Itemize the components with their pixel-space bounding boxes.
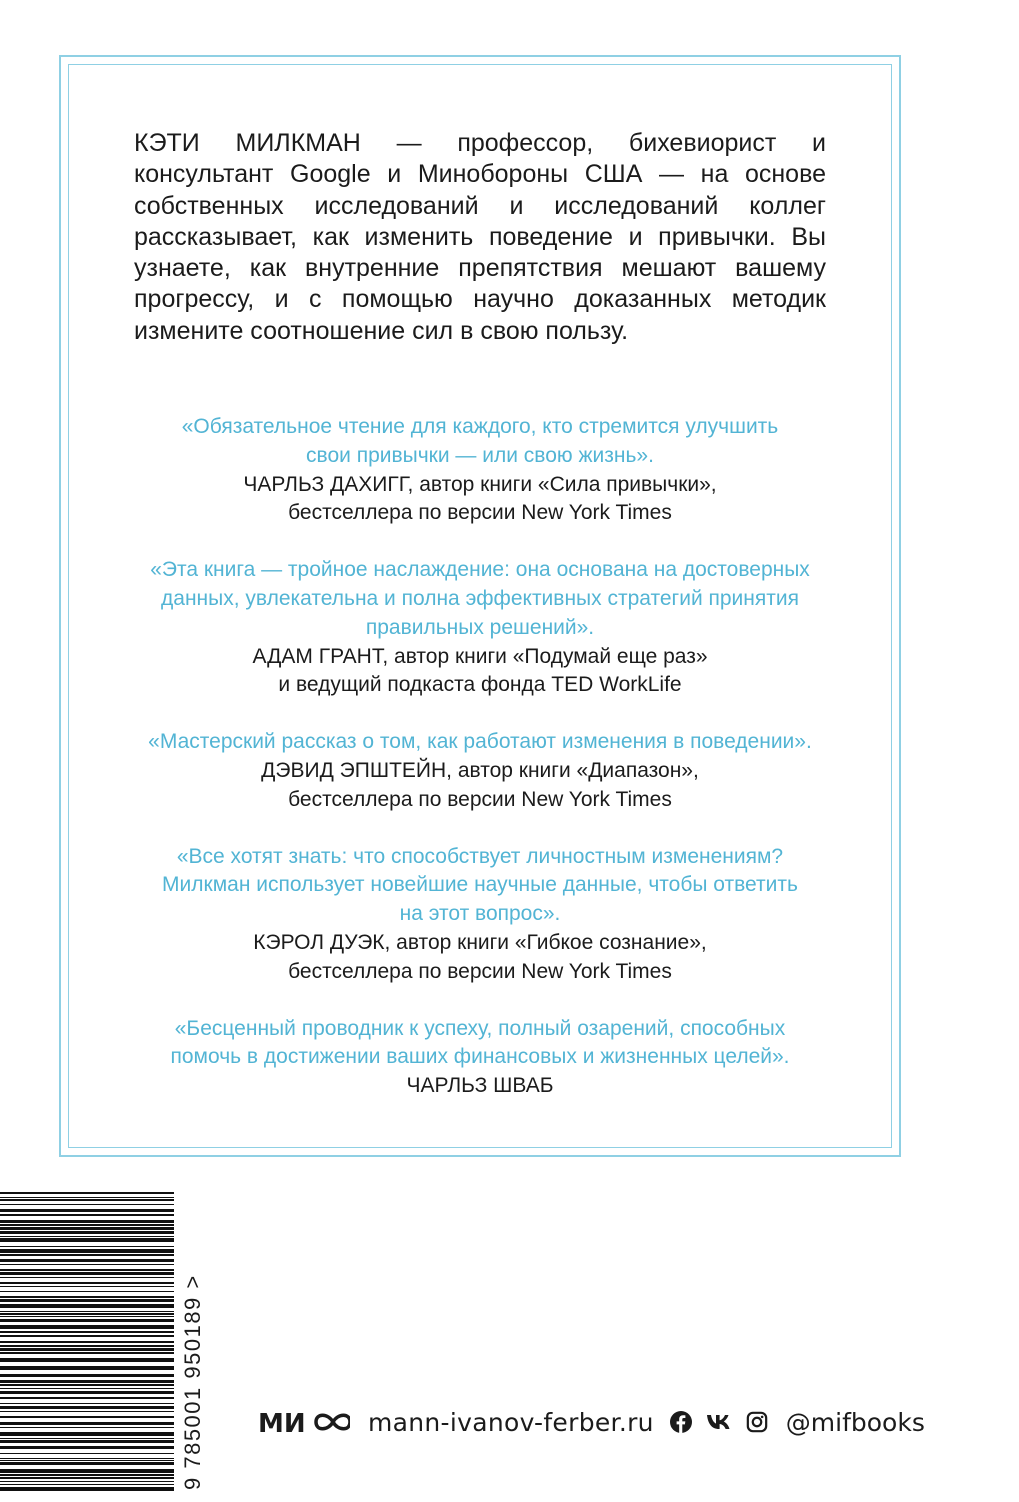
barcode-bar <box>0 1264 174 1265</box>
barcode-bar <box>0 1391 174 1394</box>
barcode-bar <box>0 1366 174 1370</box>
blurb-quote-line: «Бесценный проводник к успеху, полный озарений, способных <box>174 1016 786 1040</box>
barcode-bar <box>0 1440 174 1443</box>
barcode-bar <box>0 1411 174 1412</box>
barcode-bar <box>0 1269 174 1271</box>
barcode-bar <box>0 1259 174 1262</box>
barcode-bar <box>0 1384 174 1386</box>
isbn-number <box>176 1190 210 1490</box>
book-description: КЭТИ МИЛКМАН — профессор, бихевиорист и консультант Google и Минобороны США — на основе собственных исследований и исследований коллег рассказывает, как изменить поведение и привычки. Вы узнаете, как внутренние препятствия мешают вашему прогрессу, и с помощью научно доказанных методик измените соотношение сил в свою пользу. <box>134 129 826 345</box>
barcode-bar <box>0 1220 174 1223</box>
barcode-bar <box>0 1316 174 1317</box>
barcode-bar <box>0 1432 174 1436</box>
barcode-bar <box>0 1231 174 1234</box>
logo-lettering: МИ <box>258 1409 306 1437</box>
barcode-bar <box>0 1460 174 1461</box>
blurbs-section <box>100 413 860 1129</box>
barcode-bar <box>0 1335 174 1337</box>
blurb-quote-line: на этот вопрос». <box>399 902 561 926</box>
barcode-bar <box>0 1374 174 1377</box>
barcode-bar <box>0 1277 174 1278</box>
blurb-author-line: бестселлера по версии New York Times <box>288 787 672 811</box>
blurb-author-line: бестселлера по версии New York Times <box>288 501 672 525</box>
mif-logo-icon <box>258 1407 350 1437</box>
barcode-bar <box>0 1388 174 1389</box>
blurb <box>100 1015 860 1101</box>
barcode-bar <box>0 1331 174 1333</box>
blurb-author-line: ЧАРЛЬЗ ДАХИГГ, автор книги «Сила привычки», <box>243 472 717 496</box>
blurb-quote-line: свои привычки — или свою жизнь». <box>306 443 654 467</box>
barcode-bar <box>0 1311 174 1312</box>
barcode-bar <box>0 1197 174 1198</box>
barcode-bar <box>0 1453 174 1454</box>
facebook-icon[interactable] <box>670 1411 692 1433</box>
barcode-bar <box>0 1313 174 1315</box>
barcode-bar <box>0 1458 174 1459</box>
barcode-bar <box>0 1249 174 1253</box>
blurb-author-line: бестселлера по версии New York Times <box>288 959 672 983</box>
blurb-quote-line: «Обязательное чтение для каждого, кто стремится улучшить <box>181 415 779 438</box>
barcode-bar <box>0 1299 174 1302</box>
barcode-bar <box>0 1403 174 1404</box>
barcode-bar <box>0 1487 174 1491</box>
publisher-logo <box>258 1407 350 1437</box>
barcode-bar <box>0 1397 174 1399</box>
blurb-quote-line: «Эта книга — тройное наслаждение: она основана на достоверных <box>150 558 810 582</box>
barcode-bar <box>0 1325 174 1329</box>
vk-icon[interactable] <box>706 1414 732 1430</box>
blurb <box>100 413 860 528</box>
publisher-footer <box>258 1402 925 1442</box>
blurb-author-line: ЧАРЛЬЗ ШВАБ <box>406 1074 554 1098</box>
barcode-bar <box>0 1204 174 1205</box>
barcode-bar <box>0 1422 174 1425</box>
barcode-bar <box>0 1291 174 1292</box>
blurb-quote-line: помочь в достижении ваших финансовых и жизненных целей». <box>170 1045 790 1069</box>
barcode-bar <box>0 1227 174 1230</box>
barcode-bar <box>0 1199 174 1201</box>
barcode-bar <box>0 1348 174 1351</box>
barcode-bar <box>0 1341 174 1343</box>
barcode-bar <box>0 1481 174 1482</box>
isbn-text: 9 785001 950189 > <box>180 1274 205 1490</box>
blurb-author-line: КЭРОЛ ДУЭК, автор книги «Гибкое сознание», <box>253 930 707 954</box>
barcode-bar <box>0 1286 174 1287</box>
barcode-bar <box>0 1192 174 1194</box>
barcode-bar <box>0 1238 174 1242</box>
barcode-bar <box>0 1304 174 1308</box>
barcode-bar <box>0 1254 174 1256</box>
barcode-bar <box>0 1352 174 1354</box>
website-link[interactable]: mann-ivanov-ferber.ru <box>368 1407 654 1437</box>
barcode-bar <box>0 1469 174 1473</box>
barcode-bar <box>0 1462 174 1465</box>
barcode-bar <box>0 1416 174 1418</box>
barcode <box>0 1190 200 1502</box>
blurb-quote-line: данных, увлекательна и полна эффективных стратегий принятия <box>161 586 799 610</box>
blurb-author-line: АДАМ ГРАНТ, автор книги «Подумай еще раз» <box>252 644 708 668</box>
blurb-quote-line: правильных решений». <box>365 615 595 639</box>
barcode-bar <box>0 1406 174 1409</box>
blurb <box>100 728 860 814</box>
barcode-bar <box>0 1358 174 1362</box>
barcode-bar <box>0 1319 174 1322</box>
barcode-bar <box>0 1345 174 1347</box>
blurb-author-line: ДЭВИД ЭПШТЕЙН, автор книги «Диапазон», <box>261 758 699 782</box>
barcode-bar <box>0 1272 174 1275</box>
social-handle[interactable]: @mifbooks <box>785 1407 925 1437</box>
blurb-quote-line: «Все хотят знать: что способствует личностным изменениям? <box>176 844 784 868</box>
barcode-bar <box>0 1474 174 1476</box>
barcode-bar <box>0 1427 174 1428</box>
blurb-quote-line: «Мастерский рассказ о том, как работают изменения в поведении». <box>148 730 812 754</box>
barcode-bar <box>0 1246 174 1247</box>
blurb <box>100 556 860 700</box>
barcode-bar <box>0 1224 174 1226</box>
instagram-icon[interactable] <box>746 1411 768 1433</box>
barcode-bar <box>0 1438 174 1439</box>
blurb-quote-line: Милкман использует новейшие научные данные, чтобы ответить <box>162 873 798 897</box>
barcode-bar <box>0 1477 174 1479</box>
barcode-bar <box>0 1282 174 1284</box>
blurb <box>100 843 860 987</box>
barcode-bar <box>0 1296 174 1298</box>
barcode-bar <box>0 1380 174 1383</box>
blurb-author-line: и ведущий подкаста фонда TED WorkLife <box>278 673 682 697</box>
barcode-bar <box>0 1484 174 1485</box>
barcode-bar <box>0 1446 174 1449</box>
barcode-bar <box>0 1214 174 1216</box>
barcode-bar <box>0 1209 174 1212</box>
barcode-bar <box>0 1236 174 1237</box>
